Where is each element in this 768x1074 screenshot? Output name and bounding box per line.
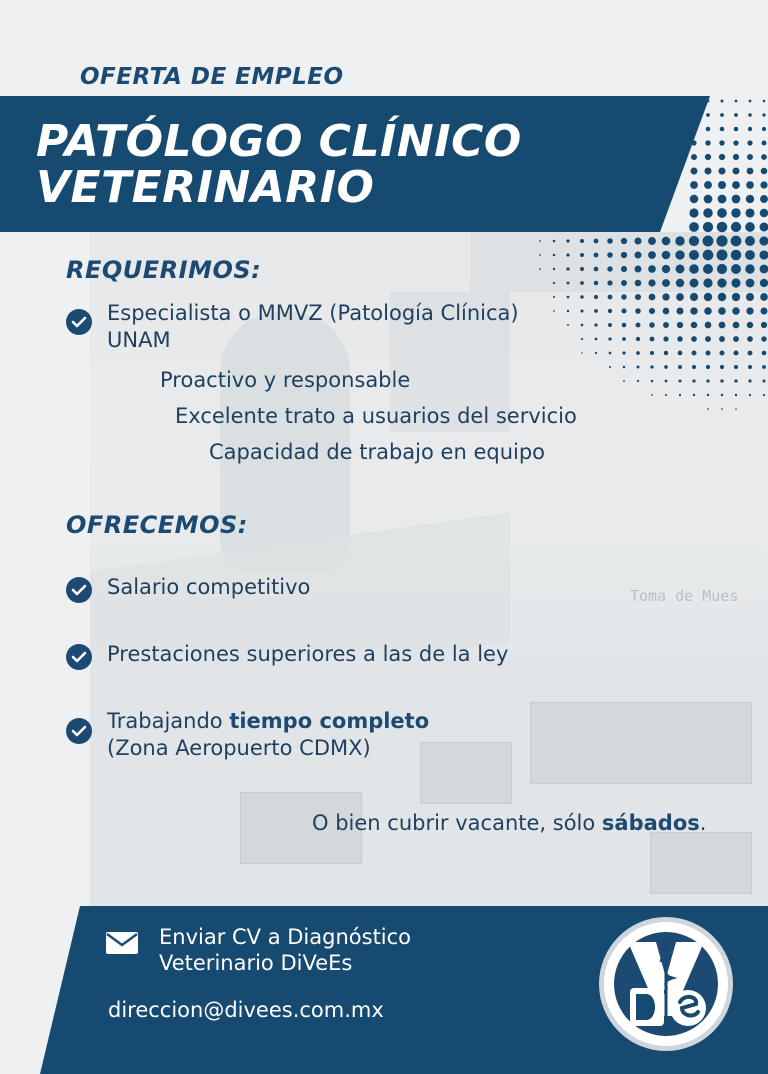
saturday-note-bold: sábados	[601, 811, 700, 835]
halftone-dot	[594, 295, 598, 299]
halftone-dot	[567, 324, 569, 326]
halftone-dot	[731, 236, 742, 247]
halftone-dot	[679, 394, 681, 396]
halftone-dot	[704, 195, 713, 204]
halftone-dot	[648, 279, 655, 286]
halftone-dot	[690, 195, 698, 203]
halftone-dot	[650, 337, 655, 342]
halftone-dot	[692, 113, 696, 117]
halftone-dot	[745, 222, 755, 232]
halftone-dot	[720, 365, 724, 369]
halftone-dot	[636, 351, 640, 355]
halftone-dot	[580, 267, 584, 271]
halftone-dot	[719, 140, 724, 145]
halftone-dot	[763, 100, 766, 103]
halftone-dot	[760, 195, 768, 203]
halftone-dot	[747, 322, 753, 328]
halftone-dot	[663, 322, 669, 328]
halftone-dot	[735, 408, 737, 410]
halftone-dot	[539, 240, 541, 242]
halftone-dot	[662, 251, 671, 260]
halftone-dot	[759, 250, 768, 259]
halftone-dot	[703, 250, 714, 261]
halftone-dot	[662, 279, 670, 287]
halftone-dot	[567, 296, 570, 299]
requirement-specialist-line2: UNAM	[107, 328, 171, 352]
halftone-dot	[721, 100, 724, 103]
halftone-dot	[693, 394, 695, 396]
halftone-dot	[594, 267, 599, 272]
halftone-dot	[635, 266, 642, 273]
halftone-dot	[662, 237, 671, 246]
halftone-dot	[691, 168, 698, 175]
halftone-dot	[748, 351, 753, 356]
halftone-dot	[675, 236, 684, 245]
halftone-dot	[689, 250, 699, 260]
check-circle-icon	[66, 644, 92, 670]
offer-benefits: Prestaciones superiores a las de la ley	[107, 642, 509, 666]
halftone-dot	[748, 127, 752, 131]
halftone-dot	[634, 251, 641, 258]
halftone-dot	[692, 365, 696, 369]
halftone-dot	[608, 295, 613, 300]
halftone-dot	[762, 127, 766, 131]
halftone-dot	[706, 127, 711, 132]
halftone-dot	[731, 222, 741, 232]
halftone-dot	[721, 394, 724, 397]
saturday-note	[312, 810, 706, 837]
halftone-dot	[707, 394, 709, 396]
halftone-dot	[746, 307, 753, 314]
halftone-dot	[622, 351, 625, 354]
offer-salary: Salario competitivo	[107, 575, 311, 599]
halftone-dot	[621, 308, 626, 313]
halftone-dot	[703, 208, 713, 218]
halftone-dot	[621, 238, 627, 244]
halftone-dot	[676, 307, 683, 314]
offer-location: (Zona Aeropuerto CDMX)	[107, 736, 371, 760]
halftone-dot	[581, 338, 583, 340]
halftone-dot	[761, 322, 767, 328]
halftone-dot	[636, 337, 640, 341]
halftone-dot	[762, 141, 767, 146]
halftone-dot	[706, 379, 709, 382]
halftone-dot	[621, 266, 627, 272]
halftone-dots-decoration	[520, 95, 768, 415]
halftone-dot	[733, 322, 740, 329]
halftone-dot	[608, 337, 611, 340]
halftone-dot	[636, 323, 641, 328]
halftone-dot	[716, 235, 727, 246]
halftone-dot	[634, 237, 641, 244]
halftone-dot	[553, 254, 556, 257]
halftone-dot	[566, 267, 569, 270]
requirement-customer-service: Excelente trato a usuarios del servicio	[175, 404, 577, 428]
halftone-dot	[595, 338, 598, 341]
halftone-dot	[745, 208, 754, 217]
halftone-dot	[745, 250, 755, 260]
halftone-dot	[623, 366, 626, 369]
job-title-line1: PATÓLOGO CLÍNICO	[36, 116, 522, 167]
halftone-dot	[719, 350, 724, 355]
halftone-dot	[720, 127, 725, 132]
halftone-dot	[747, 154, 753, 160]
halftone-dot	[746, 195, 754, 203]
halftone-dot	[621, 252, 627, 258]
halftone-dot	[689, 264, 699, 274]
offer-full-time-bold: tiempo completo	[229, 709, 430, 733]
check-circle-icon	[66, 577, 92, 603]
halftone-dot	[580, 309, 583, 312]
halftone-dot	[609, 366, 611, 368]
halftone-dot	[691, 140, 696, 145]
halftone-dot	[635, 308, 641, 314]
halftone-dot	[707, 100, 710, 103]
halftone-dot	[731, 278, 740, 287]
halftone-dot	[553, 310, 555, 312]
halftone-dot	[704, 307, 712, 315]
halftone-dot	[594, 281, 598, 285]
halftone-dot	[746, 279, 755, 288]
halftone-dot	[705, 350, 710, 355]
halftone-dot	[733, 140, 738, 145]
divees-logo	[604, 922, 728, 1046]
halftone-dot	[748, 379, 751, 382]
halftone-dot	[732, 307, 740, 315]
halftone-dot	[745, 236, 755, 246]
halftone-dot	[690, 293, 698, 301]
halftone-dot	[719, 322, 726, 329]
halftone-dot	[748, 365, 752, 369]
halftone-dot	[706, 365, 710, 369]
halftone-dot	[734, 127, 739, 132]
job-title-line2: VETERINARIO	[36, 162, 375, 213]
halftone-dot	[734, 379, 737, 382]
halftone-dot	[703, 264, 713, 274]
halftone-dot	[719, 154, 725, 160]
halftone-dot	[649, 322, 655, 328]
halftone-dot	[607, 238, 613, 244]
halftone-dot	[676, 279, 684, 287]
halftone-dot	[761, 154, 767, 160]
halftone-dot	[704, 293, 712, 301]
halftone-dot	[689, 222, 699, 232]
halftone-dot	[732, 293, 740, 301]
halftone-dot	[650, 351, 654, 355]
halftone-dot	[735, 100, 738, 103]
halftone-dot	[693, 100, 696, 103]
halftone-dot	[705, 140, 710, 145]
halftone-dot	[607, 266, 612, 271]
halftone-dot	[760, 209, 768, 218]
halftone-dot	[731, 208, 740, 217]
requirement-teamwork: Capacidad de trabajo en equipo	[209, 440, 546, 464]
halftone-dot	[622, 323, 626, 327]
offer-full-time-line1	[107, 708, 429, 735]
halftone-dot	[705, 154, 711, 160]
halftone-dot	[689, 236, 699, 246]
check-circle-icon	[66, 718, 92, 744]
mail-icon	[106, 932, 138, 954]
halftone-dot	[760, 293, 768, 301]
halftone-dot	[731, 250, 742, 261]
divees-logo-inner	[614, 932, 718, 1036]
halftone-dot	[594, 253, 599, 258]
halftone-dot	[594, 239, 599, 244]
halftone-dot	[704, 181, 712, 189]
halftone-dot	[553, 268, 555, 270]
halftone-dot	[580, 295, 583, 298]
halftone-dot	[663, 308, 670, 315]
offer-full-time	[107, 708, 429, 762]
halftone-dot	[749, 100, 752, 103]
halftone-dot	[763, 394, 765, 396]
halftone-dot	[662, 265, 670, 273]
halftone-dot	[607, 280, 612, 285]
halftone-dot	[762, 113, 765, 116]
halftone-dot	[649, 294, 656, 301]
halftone-dot	[762, 379, 765, 382]
halftone-dot	[746, 181, 754, 189]
halftone-dot	[553, 296, 555, 298]
halftone-dot	[675, 250, 684, 259]
halftone-dot	[707, 408, 709, 410]
halftone-dot	[719, 336, 725, 342]
halftone-dot	[734, 365, 738, 369]
halftone-dot	[720, 113, 724, 117]
halftone-dot	[732, 195, 741, 204]
halftone-dot	[567, 282, 570, 285]
halftone-dot	[648, 251, 656, 259]
contact-line1: Enviar CV a Diagnóstico	[159, 925, 412, 949]
halftone-dot	[581, 324, 584, 327]
halftone-dot	[690, 181, 698, 189]
halftone-dot	[665, 380, 668, 383]
halftone-dot	[566, 239, 569, 242]
halftone-dot	[635, 294, 641, 300]
halftone-dot	[690, 279, 699, 288]
requirements-heading: REQUERIMOS:	[66, 256, 262, 284]
halftone-dot	[580, 253, 584, 257]
halftone-dot	[760, 223, 768, 232]
halftone-dot	[637, 366, 640, 369]
halftone-dot	[609, 352, 612, 355]
halftone-dot	[650, 365, 653, 368]
halftone-dot	[608, 309, 612, 313]
background-sign-text: Toma de Mues	[630, 587, 739, 605]
halftone-dot	[717, 264, 727, 274]
halftone-dot	[761, 168, 768, 175]
halftone-dot	[747, 140, 752, 145]
halftone-dot	[703, 236, 714, 247]
halftone-dot	[733, 336, 739, 342]
requirement-specialist-line1: Especialista o MMVZ (Patología Clínica)	[107, 301, 519, 325]
halftone-dot	[651, 394, 653, 396]
halftone-dot	[678, 351, 683, 356]
halftone-dot	[662, 293, 669, 300]
halftone-dot	[732, 181, 740, 189]
halftone-dot	[746, 293, 754, 301]
halftone-dot	[567, 310, 569, 312]
halftone-dot	[749, 394, 751, 396]
halftone-dot	[623, 380, 625, 382]
halftone-dot	[690, 307, 697, 314]
contact-email[interactable]: direccion@divees.com.mx	[108, 998, 384, 1022]
halftone-dot	[762, 351, 767, 356]
halftone-dot	[566, 253, 569, 256]
halftone-dot	[608, 323, 612, 327]
halftone-dot	[594, 309, 598, 313]
halftone-dot	[718, 293, 726, 301]
requirement-proactive: Proactivo y responsable	[160, 368, 411, 392]
halftone-dot	[718, 307, 726, 315]
requirement-specialist	[107, 300, 519, 354]
halftone-dot	[676, 265, 685, 274]
halftone-dot	[621, 280, 627, 286]
halftone-dot	[705, 336, 711, 342]
halftone-dot	[735, 394, 737, 396]
halftone-dot	[539, 254, 541, 256]
halftone-dot	[691, 154, 697, 160]
halftone-dot	[718, 195, 727, 204]
halftone-dot	[692, 379, 695, 382]
halftone-dot	[692, 127, 696, 131]
offers-heading: OFRECEMOS:	[66, 511, 248, 539]
halftone-dot	[637, 380, 639, 382]
contact-instructions	[159, 924, 411, 976]
halftone-dot	[651, 380, 654, 383]
halftone-dot	[732, 167, 739, 174]
job-offer-label: OFERTA DE EMPLEO	[80, 64, 344, 90]
halftone-dot	[539, 268, 541, 270]
halftone-dot	[607, 252, 613, 258]
saturday-note-suffix: .	[699, 811, 707, 835]
halftone-dot	[718, 167, 725, 174]
halftone-dot	[580, 239, 584, 243]
halftone-dot	[553, 282, 555, 284]
halftone-dot	[721, 408, 723, 410]
halftone-dot	[635, 280, 642, 287]
halftone-dot	[748, 113, 752, 117]
halftone-dot	[581, 352, 583, 354]
halftone-dot	[648, 237, 656, 245]
halftone-dot	[762, 365, 766, 369]
halftone-dot	[761, 308, 768, 315]
halftone-dot	[717, 222, 728, 233]
halftone-dot	[747, 336, 753, 342]
halftone-dot	[704, 167, 711, 174]
check-circle-icon	[66, 309, 92, 335]
halftone-dot	[678, 379, 681, 382]
halftone-dot	[663, 336, 668, 341]
halftone-dot	[664, 365, 668, 369]
halftone-dot	[718, 181, 726, 189]
halftone-dot	[760, 181, 767, 188]
halftone-dot	[677, 322, 683, 328]
halftone-dot	[676, 293, 684, 301]
halftone-dot	[677, 336, 683, 342]
halftone-dot	[731, 264, 741, 274]
halftone-dot	[621, 294, 626, 299]
halftone-dot	[760, 265, 768, 274]
halftone-dot	[717, 278, 726, 287]
saturday-note-prefix: O bien cubrir vacante, sólo	[312, 811, 602, 835]
logo-graphic	[614, 932, 718, 1036]
halftone-dot	[648, 265, 656, 273]
halftone-dot	[720, 379, 723, 382]
contact-line2: Veterinario DiVeEs	[159, 951, 353, 975]
halftone-dot	[594, 323, 597, 326]
halftone-dot	[759, 236, 768, 245]
halftone-dot	[678, 365, 682, 369]
halftone-dot	[553, 240, 556, 243]
halftone-dot	[691, 336, 697, 342]
halftone-dot	[703, 278, 712, 287]
halftone-dot	[692, 351, 697, 356]
halftone-dot	[622, 337, 626, 341]
halftone-dot	[706, 113, 710, 117]
halftone-dot	[703, 222, 713, 232]
halftone-dot	[760, 279, 768, 287]
halftone-dot	[595, 352, 597, 354]
halftone-dot	[664, 351, 668, 355]
halftone-dot	[665, 394, 667, 396]
halftone-dot	[717, 208, 727, 218]
halftone-dot	[733, 154, 739, 160]
offer-full-time-prefix: Trabajando	[107, 709, 230, 733]
halftone-dot	[734, 113, 738, 117]
halftone-dot	[580, 281, 584, 285]
halftone-dot	[734, 351, 739, 356]
halftone-dot	[689, 208, 698, 217]
halftone-dot	[691, 322, 698, 329]
halftone-dot	[717, 250, 728, 261]
halftone-dot	[649, 308, 655, 314]
halftone-dot	[747, 168, 754, 175]
halftone-dot	[705, 322, 712, 329]
halftone-dot	[745, 264, 754, 273]
halftone-dot	[761, 336, 766, 341]
